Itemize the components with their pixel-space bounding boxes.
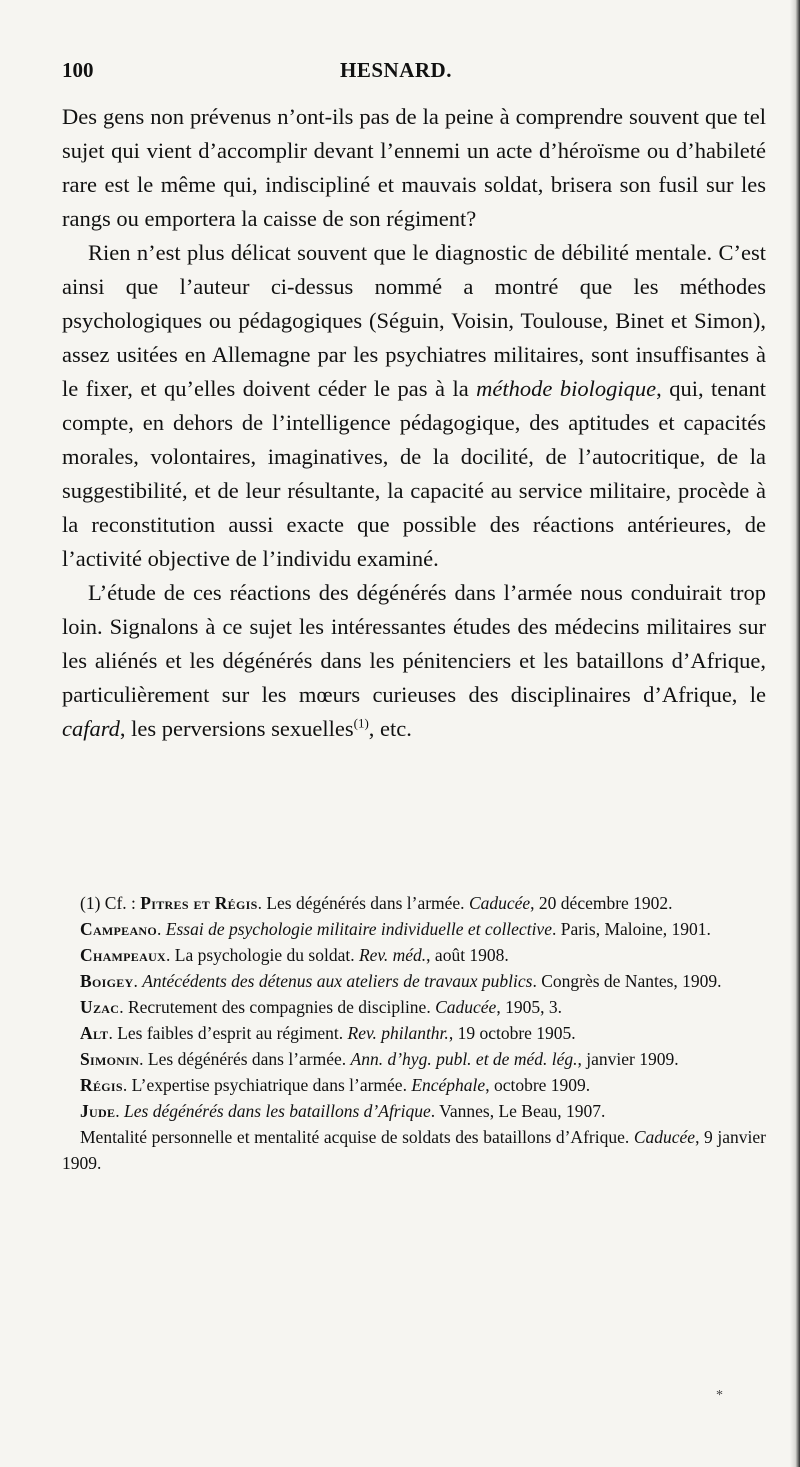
footnote-text: . Vannes, Le Beau, 1907. (430, 1101, 606, 1121)
footnote-entry (62, 916, 766, 942)
footnote-author: Jude (80, 1101, 116, 1121)
footnote-author: Boigey (80, 971, 134, 991)
footnote-prefix: (1) Cf. : (80, 893, 141, 913)
footnote-author: Uzac (80, 997, 120, 1017)
footnote-text: . L’expertise psychiatrique dans l’armée. (122, 1075, 412, 1095)
paragraph-1: Des gens non prévenus n’ont-ils pas de la peine à comprendre souvent que tel sujet qui vient d’accomplir devant l’ennemi un acte d’héroïsme ou d’habileté rare est le même qui, indiscipliné et mauvais soldat, brisera son fusil sur les rangs ou emportera la caisse de son régiment? (62, 104, 766, 231)
footnote-entry (62, 1020, 766, 1046)
footnote-title-italic: Les dégénérés dans les bataillons d’Afrique (124, 1101, 431, 1121)
footnote-author: Champeaux (80, 945, 166, 965)
footnote-author: Simonin (80, 1049, 140, 1069)
paragraph-3: L’étude de ces réactions des dégénérés dans l’armée nous conduirait trop loin. Signalons à ce sujet les intéressantes études des médecins militaires sur les aliénés et les dégénérés dans les pénitenciers et les bataillons d’Afrique, particulièrement sur les mœurs curieuses des disciplinaires d’Afrique, le cafard, les perversions sexuelles$^{(1)}$, etc. (62, 580, 766, 741)
footnote-marker: (1) (353, 715, 369, 731)
footnote-text: . Recrutement des compagnies de discipline. (119, 997, 436, 1017)
footnote-text: . Paris, Maloine, 1901. (551, 919, 711, 939)
footnote-text: . (115, 1101, 125, 1121)
footnote-title-italic: Caducée (633, 1127, 696, 1147)
running-head: HESNARD. (340, 58, 452, 82)
paragraph-2: Rien n’est plus délicat souvent que le diagnostic de débilité mentale. C’est ainsi que l’auteur ci-dessus nommé a montré que les méthodes psychologiques ou pédagogiques (Séguin, Voisin, Toulouse, Binet et Simon), assez usitées en Allemagne par les psychiatres militaires, sont insuffisantes à le fixer, et qu’elles doivent céder le pas à la méthode biologique, qui, tenant compte, en dehors de l’intelligence pédagogique, des aptitudes et capacités morales, volontaires, imaginatives, de la docilité, de l’autocritique, de la suggestibilité, et de leur résultante, la capacité au service militaire, procède à la reconstitution aussi exacte que possible des réactions antérieures, de l’activité objective de l’individu examiné. (62, 240, 767, 571)
footnote-text: . La psychologie du soldat. (166, 945, 359, 965)
footnote-title-italic: Rev. méd. (358, 945, 427, 965)
footnote-entry (62, 890, 766, 916)
footnote-entry (62, 994, 766, 1020)
footnote-entry (62, 1046, 766, 1072)
footnote-text: Mentalité personnelle et mentalité acquise de soldats des bataillons d’Afrique. (80, 1127, 634, 1147)
footnote-entry (62, 1124, 766, 1176)
footnote-text: , 20 décembre 1902. (530, 893, 673, 913)
page-edge-shadow (790, 0, 800, 1467)
footnote-text: , 9 janvier 1909. (62, 1127, 766, 1173)
footnote-title-italic: Ann. d’hyg. publ. et de méd. lég. (350, 1049, 578, 1069)
footnotes (62, 890, 766, 1176)
footnote-title-italic: Encéphale (411, 1075, 486, 1095)
footnote-title-italic: Caducée (435, 997, 497, 1017)
page-header (62, 58, 730, 88)
footnote-text: , janvier 1909. (577, 1049, 679, 1069)
footnote-author: Alt (80, 1023, 109, 1043)
footnote-author: Régis (80, 1075, 123, 1095)
footnote-text: . (133, 971, 143, 991)
footnote-text: . Les dégénérés dans l’armée. (139, 1049, 351, 1069)
footnote-text: . Les faibles d’esprit au régiment. (108, 1023, 348, 1043)
footnote-title-italic: Antécédents des détenus aux ateliers de travaux publics (142, 971, 533, 991)
footnote-text: . (157, 919, 166, 939)
footnote-text: , août 1908. (426, 945, 509, 965)
page-number: 100 (62, 58, 94, 82)
footnote-title-italic: Rev. philanthr. (347, 1023, 449, 1043)
emphasis-cafard: cafard (62, 716, 120, 741)
footnote-author: Campeano (80, 919, 158, 939)
footnote-title-italic: Essai de psychologie militaire individuelle et collective (165, 919, 552, 939)
footnote-text: , 1905, 3. (496, 997, 562, 1017)
body-text (62, 100, 766, 746)
footnote-text: . Les dégénérés dans l’armée. (257, 893, 469, 913)
footnote-text: , 19 octobre 1905. (448, 1023, 576, 1043)
footnote-entry (62, 968, 766, 994)
footnote-title-italic: Caducée (468, 893, 531, 913)
footnote-entry (62, 1072, 766, 1098)
emphasis-methode-biologique: méthode biologique (476, 376, 657, 401)
footnote-entry (62, 1098, 766, 1124)
footnote-text: , octobre 1909. (485, 1075, 591, 1095)
footnote-author: Pitres et Régis (140, 893, 258, 913)
stray-ink-mark: * (716, 1388, 723, 1403)
footnote-text: . Congrès de Nantes, 1909. (532, 971, 722, 991)
footnote-entry (62, 942, 766, 968)
